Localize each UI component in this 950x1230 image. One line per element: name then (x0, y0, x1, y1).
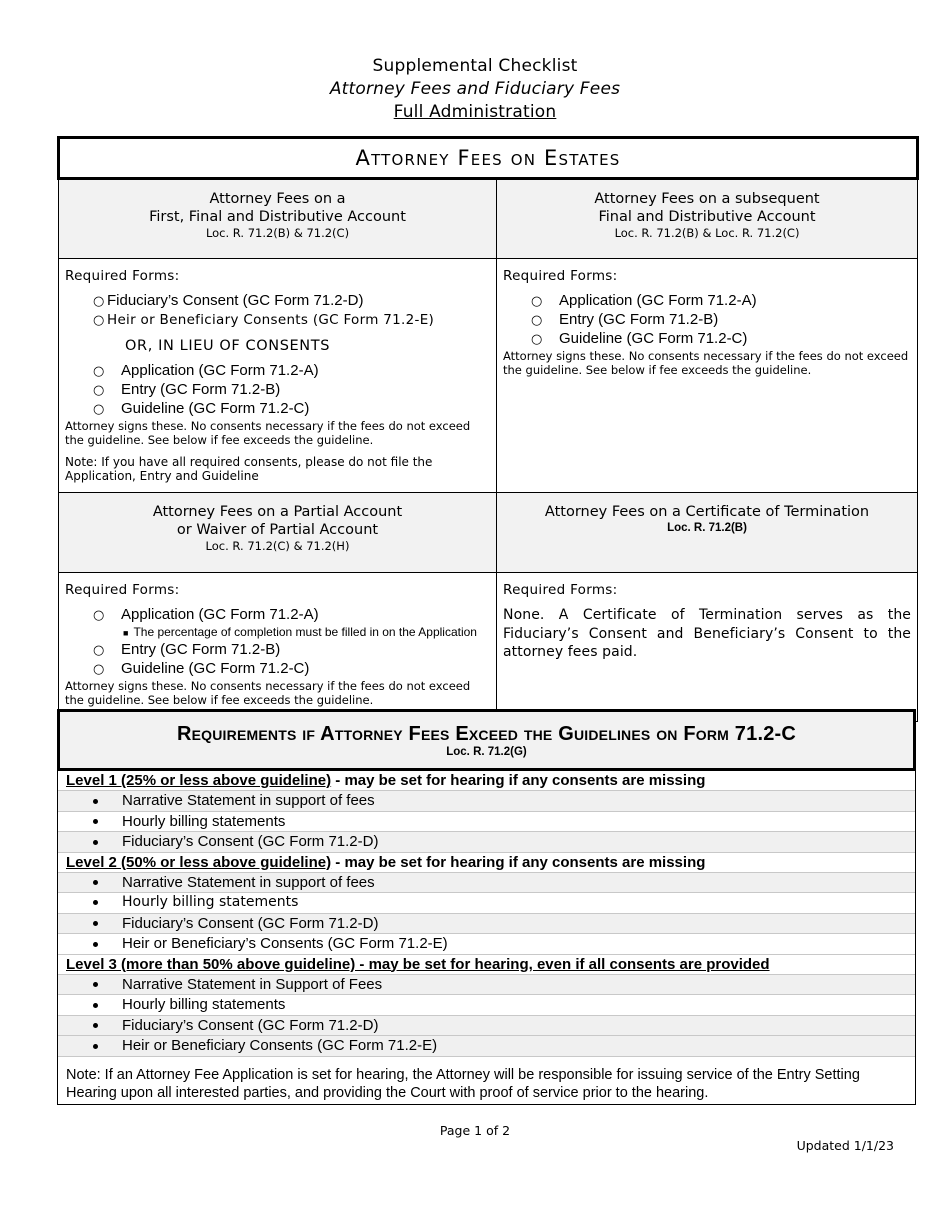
document-subtitle: Attorney Fees and Fiduciary Fees (329, 79, 621, 99)
attorney-signs-note: Attorney signs these. No consents necessary if the fees do not exceed the guideline. See below if fee exceeds the guideline. (65, 679, 471, 707)
circle-bullet-icon: ○ (93, 313, 105, 328)
document-header (0, 55, 950, 124)
form-item: ○ Entry (GC Form 71.2-B) (531, 311, 719, 328)
subsequent-rule: Loc. R. 71.2(B) & Loc. R. 71.2(C) (614, 226, 800, 240)
partial-title-line2: or Waiver of Partial Account (176, 522, 379, 538)
bullet-icon (93, 982, 98, 987)
circle-bullet-icon: ○ (531, 313, 543, 328)
subsequent-header (497, 179, 918, 259)
form-item: ○ Entry (GC Form 71.2-B) (93, 381, 281, 398)
bullet-icon (93, 1023, 98, 1028)
form-item: ○ Application (GC Form 71.2-A) (93, 362, 319, 379)
first-final-rule: Loc. R. 71.2(B) & 71.2(C) (205, 226, 350, 240)
consent-item: ○ Fiduciary’s Consent (GC Form 71.2-D) (93, 292, 364, 309)
bullet-icon (93, 900, 98, 905)
list-item: Narrative Statement in Support of Fees (58, 975, 915, 996)
requirements-banner (57, 709, 916, 771)
required-forms-label: Required Forms: (65, 582, 180, 598)
levels-list (57, 771, 916, 1105)
or-in-lieu-text: OR, IN LIEU OF CONSENTS (125, 338, 330, 354)
requirements-title: Requirements if Attorney Fees Exceed the Guidelines on Form 71.2-C (176, 723, 797, 745)
circle-bullet-icon: ○ (93, 643, 105, 658)
required-forms-label: Required Forms: (503, 582, 618, 598)
list-item: Heir or Beneficiary’s Consents (GC Form 71.2-E) (58, 934, 915, 955)
termination-header (497, 493, 918, 573)
consent-item: ○ Heir or Beneficiary Consents (GC Form 71.2-E) (93, 312, 435, 328)
partial-rule: Loc. R. 71.2(C) & 71.2(H) (205, 539, 350, 553)
list-item: Hourly billing statements (58, 995, 915, 1016)
list-item: Narrative Statement in support of fees (58, 791, 915, 812)
subsequent-title-line2: Final and Distributive Account (598, 209, 816, 225)
bullet-icon (93, 1044, 98, 1049)
termination-title: Attorney Fees on a Certificate of Termination (544, 504, 870, 520)
partial-forms (59, 573, 497, 722)
form-item: ○ Guideline (GC Form 71.2-C) (93, 660, 310, 677)
attorney-signs-note: Attorney signs these. No consents necessary if the fees do not exceed the guideline. See below if fee exceeds the guideline. (65, 419, 471, 447)
subsequent-forms (497, 259, 918, 493)
form-item: ○ Application (GC Form 71.2-A) (93, 606, 319, 623)
circle-bullet-icon: ○ (93, 364, 105, 379)
circle-bullet-icon: ○ (531, 332, 543, 347)
required-forms-label: Required Forms: (65, 268, 180, 284)
circle-bullet-icon: ○ (531, 294, 543, 309)
circle-bullet-icon: ○ (93, 294, 105, 309)
bullet-icon (93, 1003, 98, 1008)
form-item: ○ Application (GC Form 71.2-A) (531, 292, 757, 309)
consents-note: Note: If you have all required consents, please do not file the Application, Entry and Guideline (65, 455, 433, 483)
required-forms-label: Required Forms: (503, 268, 618, 284)
completion-note: ■ The percentage of completion must be filled in on the Application (123, 625, 477, 639)
level-3-header: Level 3 (more than 50% above guideline) - may be set for hearing, even if all consents are provided (58, 955, 915, 975)
termination-forms (497, 573, 918, 722)
list-item: Hourly billing statements (58, 893, 915, 914)
circle-bullet-icon: ○ (93, 608, 105, 623)
list-item: Fiduciary’s Consent (GC Form 71.2-D) (58, 914, 915, 935)
subsequent-title-line1: Attorney Fees on a subsequent (594, 191, 820, 207)
bullet-icon (93, 921, 98, 926)
hearing-note: Note: If an Attorney Fee Application is set for hearing, the Attorney will be responsible for issuing service of the Entry Setting Hearing upon all interested parties, and providing the Court with proof of service prior to the hearing. (66, 1066, 860, 1101)
updated-date: Updated 1/1/23 (796, 1138, 894, 1153)
circle-bullet-icon: ○ (93, 402, 105, 417)
attorney-fees-table (57, 136, 919, 722)
list-item: Fiduciary’s Consent (GC Form 71.2-D) (58, 1016, 915, 1037)
list-item: Hourly billing statements (58, 812, 915, 833)
bullet-icon (93, 942, 98, 947)
document-title: Supplemental Checklist (372, 56, 578, 76)
form-item: ○ Guideline (GC Form 71.2-C) (531, 330, 748, 347)
termination-rule: Loc. R. 71.2(B) (667, 522, 747, 534)
circle-bullet-icon: ○ (93, 662, 105, 677)
bullet-icon (93, 799, 98, 804)
bullet-icon (93, 880, 98, 885)
list-item: Narrative Statement in support of fees (58, 873, 915, 894)
list-item: Fiduciary’s Consent (GC Form 71.2-D) (58, 832, 915, 853)
administration-type: Full Administration (393, 102, 557, 122)
level-2-header: Level 2 (50% or less above guideline) - may be set for hearing if any consents are missing (58, 853, 915, 873)
bullet-icon (93, 819, 98, 824)
termination-text: None. A Certificate of Termination serves as the Fiduciary’s Consent and Beneficiary’s Consent to the attorney fees paid. (503, 607, 912, 660)
circle-bullet-icon: ○ (93, 383, 105, 398)
page-number: Page 1 of 2 (439, 1123, 511, 1138)
form-item: ○ Guideline (GC Form 71.2-C) (93, 400, 310, 417)
requirements-rule: Loc. R. 71.2(G) (446, 746, 527, 758)
list-item: Heir or Beneficiary Consents (GC Form 71.2-E) (58, 1036, 915, 1057)
estates-banner: Attorney Fees on Estates (59, 138, 918, 179)
attorney-signs-note: Attorney signs these. No consents necessary if the fees do not exceed the guideline. See below if fee exceeds the guideline. (503, 349, 909, 377)
first-final-header (59, 179, 497, 259)
bullet-icon (93, 840, 98, 845)
first-final-title-line2: First, Final and Distributive Account (149, 209, 406, 225)
partial-header (59, 493, 497, 573)
square-bullet-icon: ■ (123, 628, 129, 638)
level-1-header: Level 1 (25% or less above guideline) - may be set for hearing if any consents are missing (58, 771, 915, 791)
first-final-forms (59, 259, 497, 493)
form-item: ○ Entry (GC Form 71.2-B) (93, 641, 281, 658)
first-final-title-line1: Attorney Fees on a (209, 191, 346, 207)
partial-title-line1: Attorney Fees on a Partial Account (152, 504, 403, 520)
